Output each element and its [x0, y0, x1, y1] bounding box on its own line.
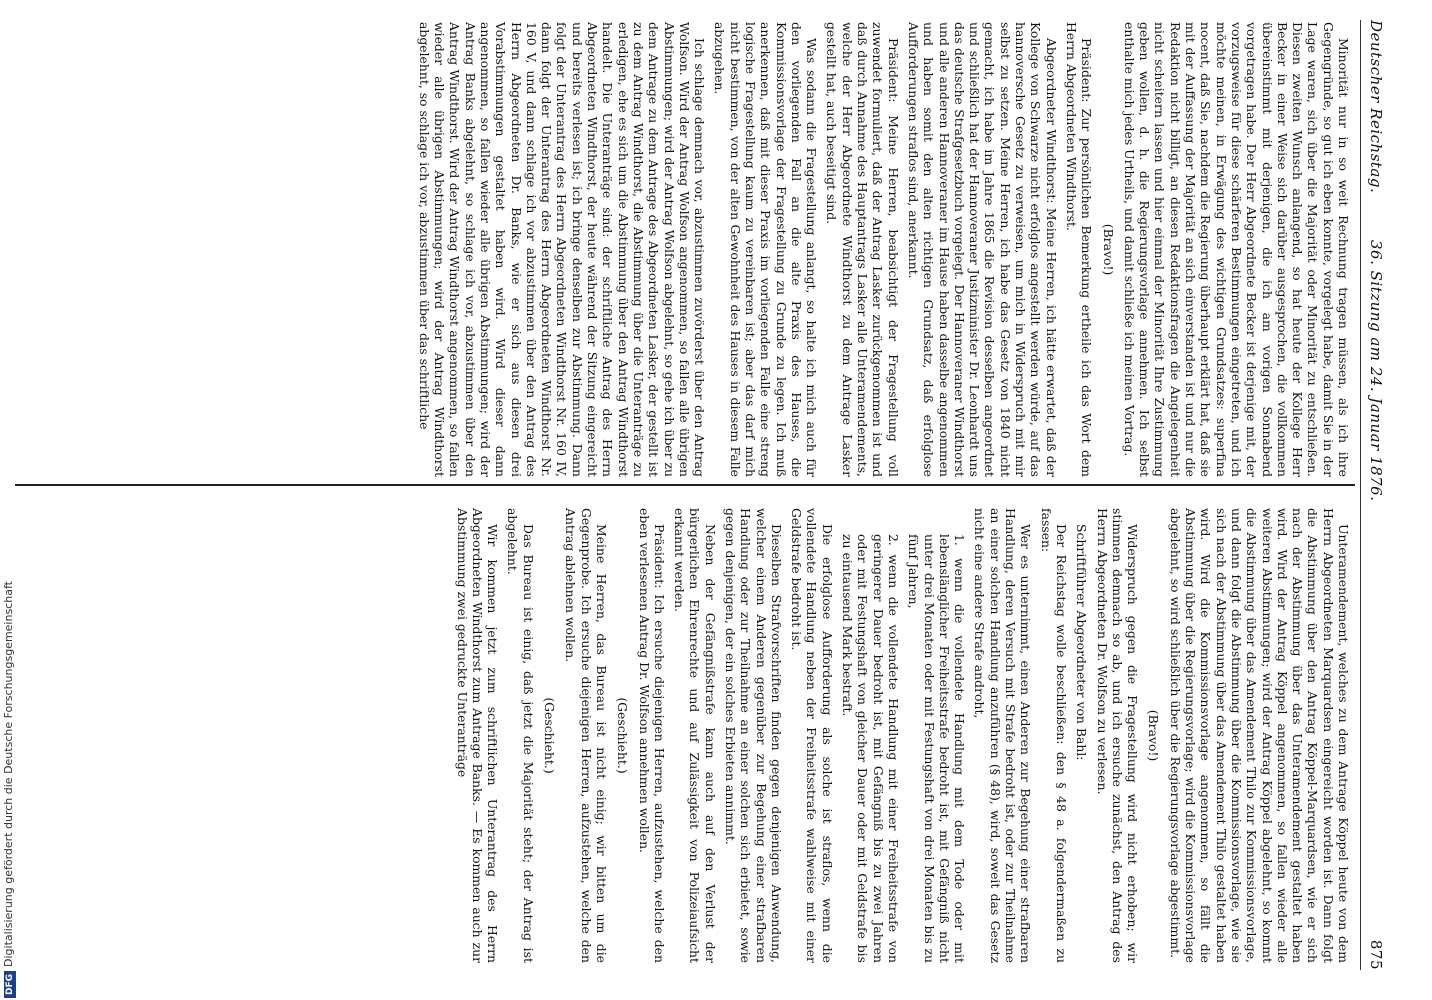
- numbered-item: 1. wenn die vollendete Handlung mit dem Tode oder mit lebenslänglicher Freiheitsstrafe bedroht ist, mit Gefängniß nicht unter drei Monaten oder mit Festungshaft von drei Monaten bis zu fünf Jahren,: [906, 534, 968, 963]
- paragraph: Abgeordneter Windthorst: Meine Herren, ich hätte erwartet, daß der Kollege von Schwarze nicht erfolglos angestellt werden würde, auf das hannoversche Gesetz zu verweisen, um mich in Widerspruch mit mir selbst zu setzen. Meine Herren, ich habe das Gesetz von 1840 nicht gemacht, ich habe im Jahre 1865 die Revision desselben angeordnet und schließlich hat der Hannoveraner Justizminister Dr. Leonhardt uns das deutsche Strafgesetzbuch vorgelegt. Der Hannoveraner Windthorst und alle anderen Hannoveraner im Hause haben dasselbe angenommen und haben somit den alten richtigen Grundsatz, daß erfolglose Aufforderungen straflos sind, anerkannt.: [905, 22, 1059, 477]
- paragraph: Was sodann die Fragestellung anlangt, so halte ich mich auch für den vorliegenden Fall an die alte Praxis des Hauses, die Kommissionsvorlage der Fragestellung zu Grunde zu legen. Ich muß anerkennen, daß mit dieser Praxis im vorliegenden Falle eine streng logische Fragestellung kaum zu vereinbaren ist; aber das darf mich nicht bestimmen, von der alten Gewohnheit des Hauses in diesem Falle abzugehen.: [712, 22, 820, 477]
- paragraph: Widerspruch gegen die Fragestellung wird nicht erhoben; wir stimmen demnach so ab, und ich ersuche zunächst, den Antrag des Herrn Abgeordneten Dr. Wolfson zu verlesen.: [1094, 508, 1141, 963]
- paragraph: Der Reichstag wolle beschließen: den § 48 a. folgendermaßen zu fassen:: [1038, 508, 1069, 963]
- column-divider: [15, 484, 1355, 486]
- left-column: [411, 22, 1351, 477]
- paragraph: Minorität nur in so weit Rechnung tragen müssen, als ich ihre Gegengründe, so gut ich eben konnte, vorgelegt habe, damit Sie in der Lage waren, sich über die Majorität oder Minorität zu entschließen. Diesen zweiten Wunsch anlangend, so hat heute der Kollege Herr Becker in einer Weise sich darüber ausgesprochen, die vollkommen übereinstimmt mit derjenigen, die ich am vorigen Sonnabend vorgetragen habe. Der Herr Abgeordnete Becker ist derjenige mit, der vorzugsweise für diese schärferen Bestimmungen eingetreten, und ich möchte meinen, in Erwägung des wichtigen Grundsatzes: superfina nocent, daß Sie, nachdem die Regierung überhaupt erklärt hat, daß sie mit der Auffassung der Majorität an sich einverstanden ist und nur die Redaktion nicht billigt, an diesen Redaktionsfragen die Angelegenheit nicht scheitern lassen und hier einmal der Minorität Ihre Zustimmung geben wollen, d. h. die Regierungsvorlage annehmen. Ich selbst enthalte mich jedes Urtheils, und damit schließe ich meinen Vortrag.: [1121, 22, 1351, 477]
- right-column: [449, 508, 1351, 963]
- header-title: Deutscher Reichstag.: [1367, 20, 1385, 194]
- paragraph: Das Bureau ist einig, daß jetzt die Majorität steht; der Antrag ist abgelehnt.: [505, 508, 536, 963]
- paragraph: Ich schlage demnach vor, abzustimmen zuvörderst über den Antrag Wolfson. Wird der Antrag Wolfson angenommen, so fallen alle übrigen Abstimmungen; wird der Antrag Wolfson abgelehnt, so gehe ich über zu dem Antrage zu dem Antrage des Abgeordneten Lasker, der gestellt ist zu dem Antrag Windthorst, die Abstimmung über die Unteranträge zu erledigen, ehe es sich um die Abstimmung über den Antrag Windthorst handelt. Die Unteranträge sind: der schriftliche Antrag des Herrn Abgeordneten Windthorst, der heute während der Sitzung eingereicht und bereits verlesen ist; ich bringe denselben zur Abstimmung. Dann folgt der Unterantrag des Herrn Abgeordneten Windthorst Nr. 160 IV, dann folgt der Unterantrag des Herrn Abgeordneten Windthorst Nr. 160 V, und dann schlage ich vor abzustimmen über den Antrag des Herrn Abgeordneten Dr. Banks, wie er sich aus diesen drei Vorabstimmungen gestaltet haben wird. Wird dieser dann angenommen, so fallen wieder alle übrigen Abstimmungen; wird der Antrag Banks abgelehnt, so schlage ich vor, abzustimmen über den Antrag Windthorst. Wird der Antrag Windthorst angenommen, so fallen wieder alle übrigen Abstimmungen; wird der Antrag Windthorst abgelehnt, so schlage ich vor, abzustimmen über das schriftliche: [416, 22, 708, 477]
- footer-text: Digitalisierung gefördert durch die Deutsche Forschungsgemeinschaft: [2, 581, 15, 967]
- paragraph: Wir kommen jetzt zum schriftlichen Unterantrag des Herrn Abgeordneten Windthorst zum Antrage Banks. — Es kommen auch zur Abstimmung zwei gedruckte Unteranträge: [454, 508, 501, 963]
- paragraph: Die erfolglose Aufforderung als solche ist straflos, wenn die vollendete Handlung neben der Freiheitsstrafe wahlweise mit einer Geldstrafe bedroht ist.: [789, 508, 835, 963]
- stage-direction: (Geschieht.): [615, 697, 631, 774]
- numbered-item: 2. wenn die vollendete Handlung mit einer Freiheitsstrafe von geringerer Dauer bedroht ist, mit Gefängniß bis zu zwei Jahren oder mit Festungshaft von gleicher Dauer oder mit Geldstrafe bis zu eintausend Mark bestraft.: [840, 534, 901, 963]
- paragraph: Präsident: Ich ersuche diejenigen Herren, aufzustehen, welche den eben verlesenen Antrag Dr. Wolfson annehmen wollen.: [636, 508, 667, 963]
- footer-credit: [2, 581, 16, 998]
- paragraph: Wer es unternimmt, einen Anderen zur Begehung einer strafbaren Handlung, deren Versuch mit Strafe bedroht ist, oder zur Theilnahme an einer solchen Handlung anzuführen (§ 48), wird, soweit das Gesetz nicht eine andere Strafe androht,: [972, 508, 1034, 963]
- footer: [0, 0, 22, 1000]
- dfg-logo: DFG: [4, 971, 16, 998]
- paragraph: Präsident: Meine Herren, beabsichtigt der Fragestellung voll zuwendet formuliert, daß der Antrag Lasker zurückgenommen ist und daß durch Annahme des Hauptantrags Lasker alle Unteramendements, welche der Herr Abgeordnete Windthorst zu dem Antrage Lasker gestellt hat, auch beseitigt sind.: [824, 22, 901, 477]
- page-header: [1359, 20, 1389, 970]
- stage-direction: (Bravo!): [1146, 709, 1162, 762]
- header-session: 36. Sitzung am 24. Januar 1876.: [1367, 240, 1385, 502]
- stage-direction: (Bravo!): [1100, 223, 1116, 276]
- paragraph: Dieselben Strafvorschriften finden gegen denjenigen Anwendung, welcher einem Anderen gegenüber zur Begehung einer strafbaren Handlung oder zur Theilnahme an einer solchen sich erbietet, sowie gegen denjenigen, der ein solches Erbieten annimmt.: [723, 508, 784, 963]
- header-rule: [1360, 20, 1361, 970]
- paragraph: Schriftführer Abgeordneter von Bahl:: [1074, 524, 1090, 761]
- paragraph: Unteramendement, welches zu dem Antrage Köppel heute von dem Herrn Abgeordneten Marquardsen eingereicht worden ist. Dann folgt die Abstimmung über den Antrag Köppel-Marquardsen, wie er sich nach der Abstimmung über das Unteramendement gestaltet haben wird. Wird der Antrag Köppel angenommen, so fallen wieder alle weiteren Abstimmungen; wird der Antrag Köppel abgelehnt, so kommt die Abstimmung über das Amendement Thilo zur Kommissionsvorlage, und dann folgt die Abstimmung über die Kommissionsvorlage, wie sie sich nach der Abstimmung über das Amendement Thilo gestaltet haben wird. Wird die Kommissionsvorlage angenommen, so fällt die Abstimmung über die Regierungsvorlage; wird die Kommissionsvorlage abgelehnt, so wird schließlich über die Regierungsvorlage abgestimmt.: [1167, 508, 1351, 963]
- paragraph: Neben der Gefängnißstrafe kann auch auf den Verlust der bürgerlichen Ehrenrechte und auf Zulässigkeit von Polizeiaufsicht erkannt werden.: [672, 508, 718, 963]
- page-number: 875: [1367, 939, 1385, 970]
- paragraph: Präsident: Zur persönlichen Bemerkung ertheile ich das Wort dem Herrn Abgeordneten Windthorst.: [1063, 22, 1095, 477]
- paragraph: Meine Herren, das Bureau ist nicht einig; wir bitten um die Gegenprobe. Ich ersuche diejenigen Herren, aufzustehen, welche den Antrag ablehnen wollen.: [563, 508, 609, 963]
- stage-direction: (Geschieht.): [542, 697, 558, 774]
